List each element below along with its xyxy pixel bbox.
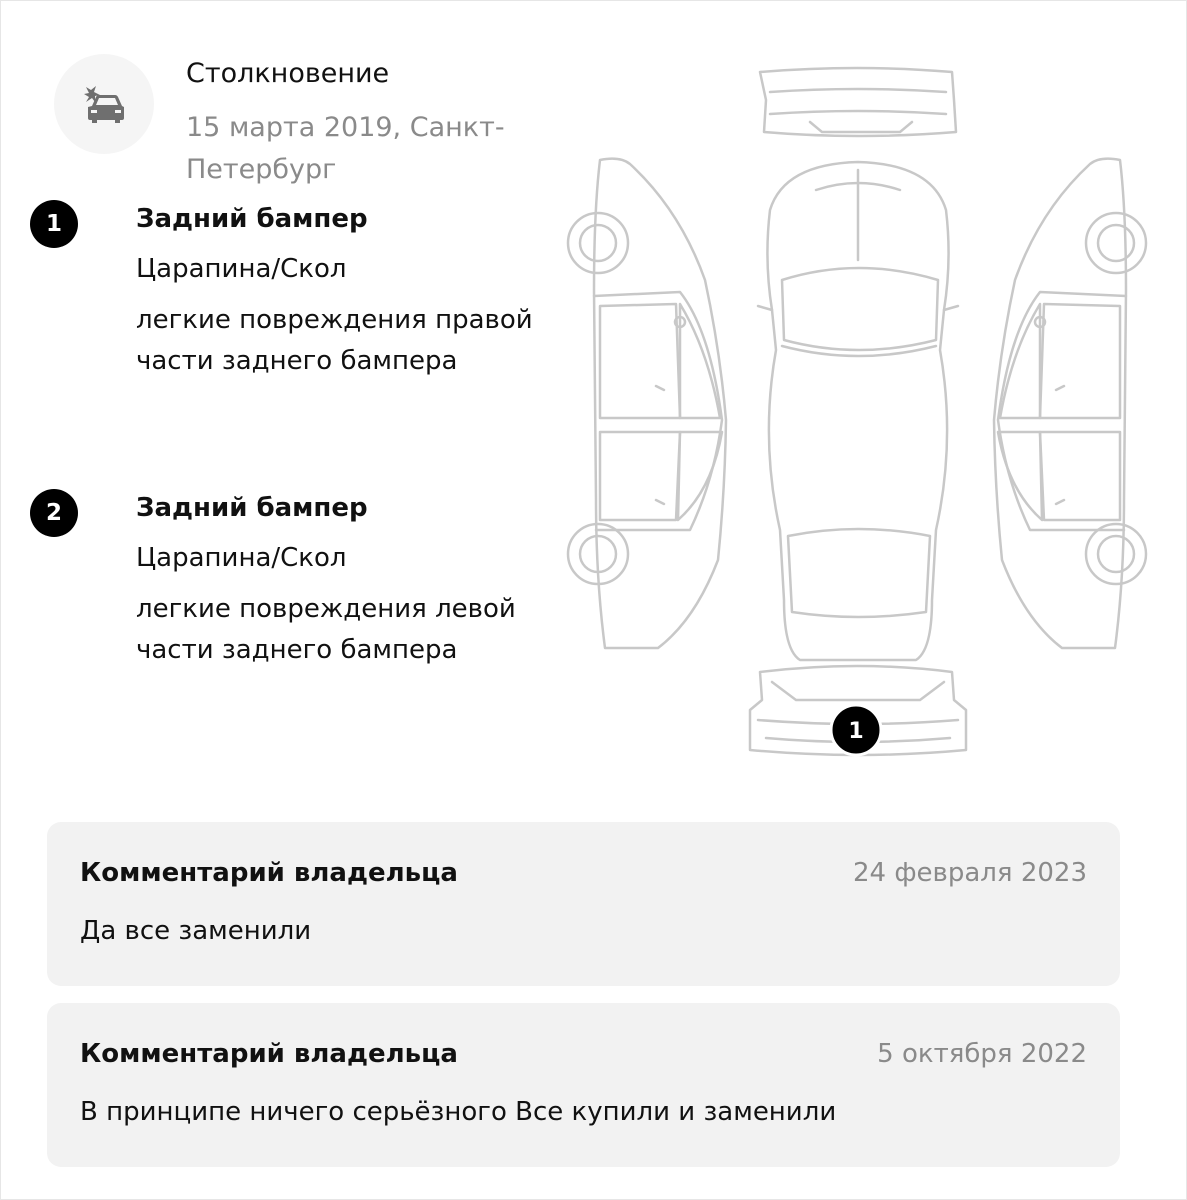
car-collision-icon xyxy=(78,78,130,130)
damage-item xyxy=(30,200,570,440)
incident-type: Столкновение xyxy=(186,58,390,89)
comment-date: 24 февраля 2023 xyxy=(852,858,1087,888)
damage-number-badge: 1 xyxy=(30,200,78,248)
damage-part: Задний бампер xyxy=(136,204,368,234)
damage-type: Царапина/Скол xyxy=(136,254,347,284)
car-damage-diagram xyxy=(560,60,1160,770)
comment-title: Комментарий владельца xyxy=(80,858,458,888)
damage-part: Задний бампер xyxy=(136,493,368,523)
damage-description: легкие повреждения правой части заднего бампера xyxy=(136,305,533,376)
owner-comment-card xyxy=(47,1003,1120,1167)
comment-text: В принципе ничего серьёзного Все купили и заменили xyxy=(80,1097,837,1127)
damage-item xyxy=(30,489,570,689)
incident-icon-badge xyxy=(54,54,154,154)
comment-title: Комментарий владельца xyxy=(80,1039,458,1069)
right-side-view xyxy=(994,159,1146,648)
damage-marker[interactable] xyxy=(831,705,881,755)
top-view xyxy=(758,162,958,660)
damage-type: Царапина/Скол xyxy=(136,543,347,573)
damage-marker-label: 1 xyxy=(848,719,864,744)
incident-date-location: 15 марта 2019, Санкт-Петербург xyxy=(186,112,505,185)
front-bumper-view xyxy=(760,68,956,136)
owner-comment-card xyxy=(47,822,1120,986)
comment-date: 5 октября 2022 xyxy=(877,1039,1087,1069)
damage-number-badge: 2 xyxy=(30,489,78,537)
damage-description: легкие повреждения левой части заднего бампера xyxy=(136,594,516,665)
comment-text: Да все заменили xyxy=(80,916,312,946)
left-side-view xyxy=(568,159,726,648)
